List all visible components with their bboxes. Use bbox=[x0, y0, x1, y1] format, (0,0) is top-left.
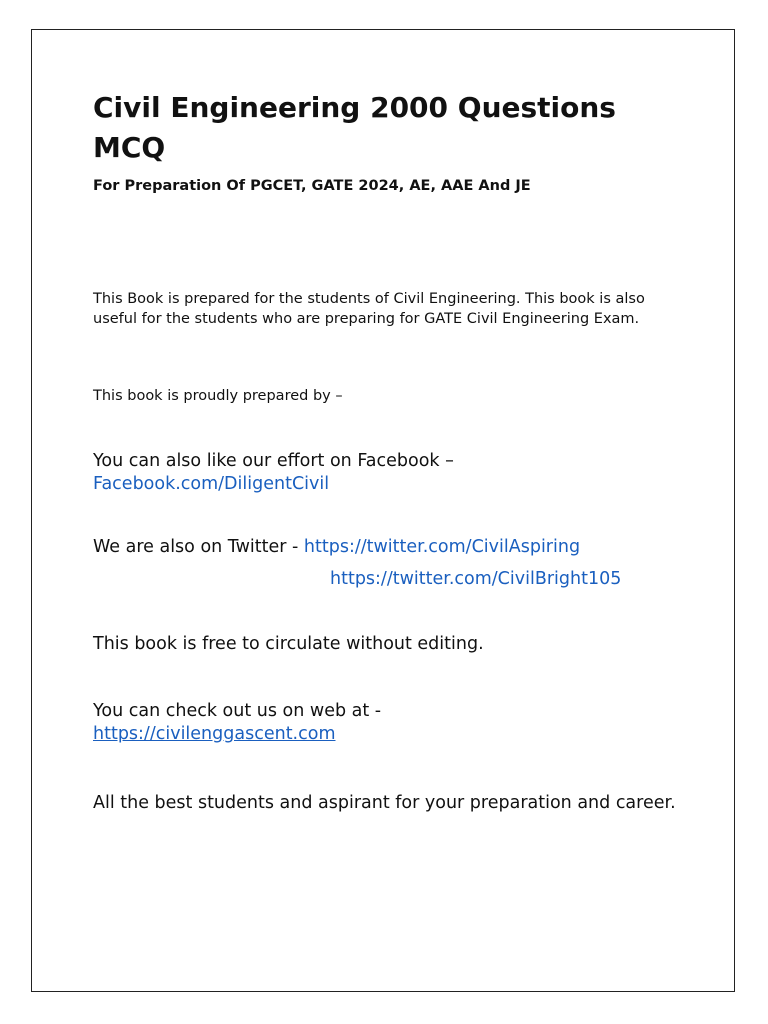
document-subtitle: For Preparation Of PGCET, GATE 2024, AE, AAE And JE bbox=[93, 178, 531, 194]
facebook-link[interactable]: Facebook.com/DiligentCivil bbox=[93, 474, 330, 494]
twitter-text: We are also on Twitter - bbox=[93, 537, 304, 557]
website-link[interactable]: https://civilenggascent.com bbox=[93, 724, 336, 744]
prepared-by-text: This book is proudly prepared by – bbox=[93, 388, 343, 404]
web-text: You can check out us on web at - bbox=[93, 701, 382, 721]
document-title: Civil Engineering 2000 Questions MCQ bbox=[93, 91, 616, 164]
twitter-second-line bbox=[330, 568, 621, 591]
web-section bbox=[93, 700, 381, 746]
twitter-link-aspiring[interactable]: https://twitter.com/CivilAspiring bbox=[303, 537, 581, 557]
closing-text: All the best students and aspirant for your preparation and career. bbox=[93, 793, 676, 813]
intro-paragraph: This Book is prepared for the students of Civil Engineering. This book is also useful for the students who are preparing for GATE Civil Engineering Exam. bbox=[93, 291, 645, 327]
free-circulate-text: This book is free to circulate without editing. bbox=[93, 634, 484, 654]
twitter-section bbox=[93, 536, 580, 559]
twitter-link-bright[interactable]: https://twitter.com/CivilBright105 bbox=[330, 569, 622, 589]
facebook-section bbox=[93, 450, 454, 496]
facebook-text: You can also like our effort on Facebook – bbox=[93, 451, 454, 471]
document-page bbox=[31, 29, 735, 992]
